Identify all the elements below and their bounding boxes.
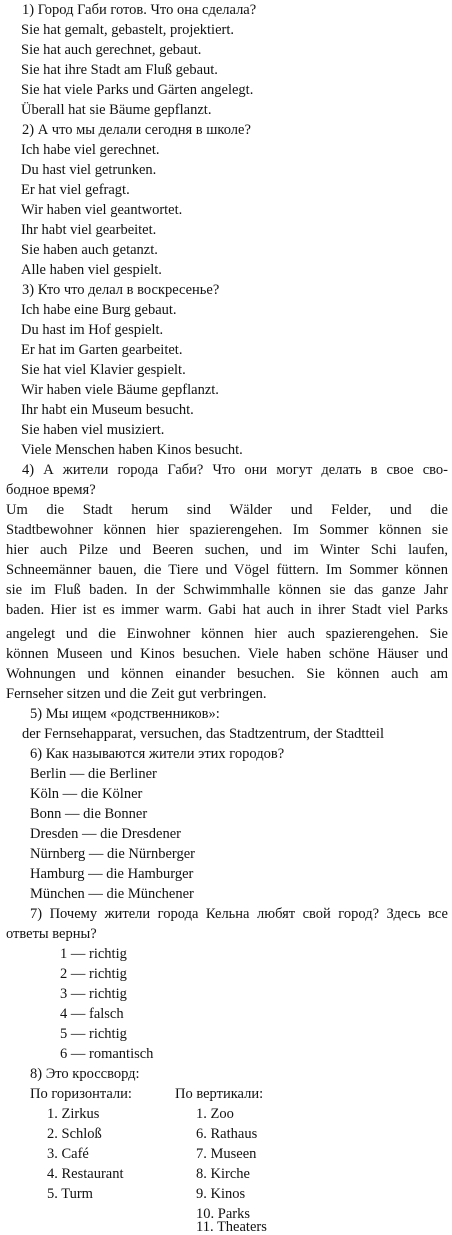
section-7-heading-cont: ответы верны? bbox=[6, 926, 97, 942]
section-3-line: Ihr habt ein Museum besucht. bbox=[21, 402, 194, 418]
section-4-paragraph-line: können Museen und Kinos besuchen. Viele haben schöne Häuser und bbox=[6, 646, 448, 662]
section-7-answer: 3 — richtig bbox=[60, 986, 127, 1002]
section-3-line: Sie hat viel Klavier gespielt. bbox=[21, 362, 186, 378]
section-2-line: Wir haben viel geantwortet. bbox=[21, 202, 183, 218]
section-8-heading: 8) Это кроссворд: bbox=[30, 1066, 140, 1082]
section-2-heading: 2) А что мы делали сегодня в школе? bbox=[22, 122, 251, 138]
section-2-line: Er hat viel gefragt. bbox=[21, 182, 130, 198]
section-1-line: Sie hat gemalt, gebastelt, projektiert. bbox=[21, 22, 235, 38]
section-6-line: Nürnberg — die Nürnberger bbox=[30, 846, 195, 862]
section-7-heading: 7) Почему жители города Кельна любят свой город? Здесь все bbox=[30, 906, 448, 922]
section-7-answer: 5 — richtig bbox=[60, 1026, 127, 1042]
crossword-vertical-item: 1. Zoo bbox=[196, 1106, 234, 1122]
section-3-line: Viele Menschen haben Kinos besucht. bbox=[21, 442, 243, 458]
section-5-heading: 5) Мы ищем «родственников»: bbox=[30, 706, 220, 722]
section-6-line: Köln — die Kölner bbox=[30, 786, 143, 802]
section-2-line: Du hast viel getrunken. bbox=[21, 162, 157, 178]
section-3-line: Ich habe eine Burg gebaut. bbox=[21, 302, 177, 318]
crossword-horizontal-item: 5. Turm bbox=[47, 1186, 93, 1202]
section-3-line: Er hat im Garten gearbeitet. bbox=[21, 342, 183, 358]
section-7-answer: 1 — richtig bbox=[60, 946, 127, 962]
section-6-line: Hamburg — die Hamburger bbox=[30, 866, 194, 882]
section-6-line: Dresden — die Dresdener bbox=[30, 826, 181, 842]
section-5-line: der Fernsehapparat, versuchen, das Stadtzentrum, der Stadtteil bbox=[22, 726, 384, 742]
section-3-line: Sie haben viel musiziert. bbox=[21, 422, 165, 438]
crossword-vertical-item: 9. Kinos bbox=[196, 1186, 246, 1202]
section-3-line: Du hast im Hof gespielt. bbox=[21, 322, 164, 338]
section-6-heading: 6) Как называются жители этих городов? bbox=[30, 746, 285, 762]
crossword-vertical-item: 7. Museen bbox=[196, 1146, 257, 1162]
section-3-heading: 3) Кто что делал в воскресенье? bbox=[22, 282, 220, 298]
section-4-paragraph-line: angelegt und die Einwohner können hier auch spazierengehen. Sie bbox=[6, 626, 448, 642]
section-4-paragraph-line: sie im Fluß baden. In der Schwimmhalle können sie das ganze Jahr bbox=[6, 582, 448, 598]
section-7-answer: 6 — romantisch bbox=[60, 1046, 154, 1062]
crossword-horizontal-item: 1. Zirkus bbox=[47, 1106, 100, 1122]
section-4-paragraph-line: hier auch Pilze und Beeren suchen, und im Winter Schi laufen, bbox=[6, 542, 448, 558]
section-4-heading: 4) А жители города Габи? Что они могут делать в свое сво- bbox=[22, 462, 448, 478]
section-7-answer: 4 — falsch bbox=[60, 1006, 124, 1022]
section-2-line: Alle haben viel gespielt. bbox=[21, 262, 162, 278]
section-2-line: Sie haben auch getanzt. bbox=[21, 242, 158, 258]
section-4-paragraph-line: Fernseher sitzen und die Zeit gut verbringen. bbox=[6, 686, 267, 702]
section-4-paragraph-line: Wohnungen und können einander besuchen. Sie können auch am bbox=[6, 666, 448, 682]
section-6-line: Bonn — die Bonner bbox=[30, 806, 148, 822]
section-4-paragraph-line: Um die Stadt herum sind Wälder und Felder, und die bbox=[6, 502, 448, 518]
section-6-line: München — die Münchener bbox=[30, 886, 194, 902]
section-1-line: Sie hat ihre Stadt am Fluß gebaut. bbox=[21, 62, 218, 78]
section-4-heading-cont: бодное время? bbox=[6, 482, 96, 498]
section-1-line: Überall hat sie Bäume gepflanzt. bbox=[21, 102, 212, 118]
crossword-vertical-item: 10. Parks bbox=[196, 1206, 250, 1222]
section-1-heading: 1) Город Габи готов. Что она сделала? bbox=[22, 2, 257, 18]
crossword-vertical-item: 6. Rathaus bbox=[196, 1126, 258, 1142]
section-2-line: Ich habe viel gerechnet. bbox=[21, 142, 160, 158]
section-3-line: Wir haben viele Bäume gepflanzt. bbox=[21, 382, 219, 398]
crossword-vertical-item: 11. Theaters bbox=[196, 1219, 267, 1235]
section-1-line: Sie hat viele Parks und Gärten angelegt. bbox=[21, 82, 254, 98]
section-1-line: Sie hat auch gerechnet, gebaut. bbox=[21, 42, 202, 58]
crossword-horizontal-item: 2. Schloß bbox=[47, 1126, 102, 1142]
crossword-vertical-label: По вертикали: bbox=[175, 1086, 264, 1102]
section-6-line: Berlin — die Berliner bbox=[30, 766, 157, 782]
section-4-paragraph-line: Schneemänner bauen, die Tiere und Vögel füttern. Im Sommer können bbox=[6, 562, 448, 578]
crossword-horizontal-item: 4. Restaurant bbox=[47, 1166, 124, 1182]
crossword-horizontal-label: По горизонтали: bbox=[30, 1086, 132, 1102]
crossword-vertical-item: 8. Kirche bbox=[196, 1166, 250, 1182]
section-7-answer: 2 — richtig bbox=[60, 966, 127, 982]
crossword-horizontal-item: 3. Café bbox=[47, 1146, 89, 1162]
section-2-line: Ihr habt viel gearbeitet. bbox=[21, 222, 157, 238]
section-4-paragraph-line: baden. Hier ist es immer warm. Gabi hat auch in ihrer Stadt viel Parks bbox=[6, 602, 448, 618]
section-4-paragraph-line: Stadtbewohner können hier spazierengehen. Im Sommer können sie bbox=[6, 522, 448, 538]
